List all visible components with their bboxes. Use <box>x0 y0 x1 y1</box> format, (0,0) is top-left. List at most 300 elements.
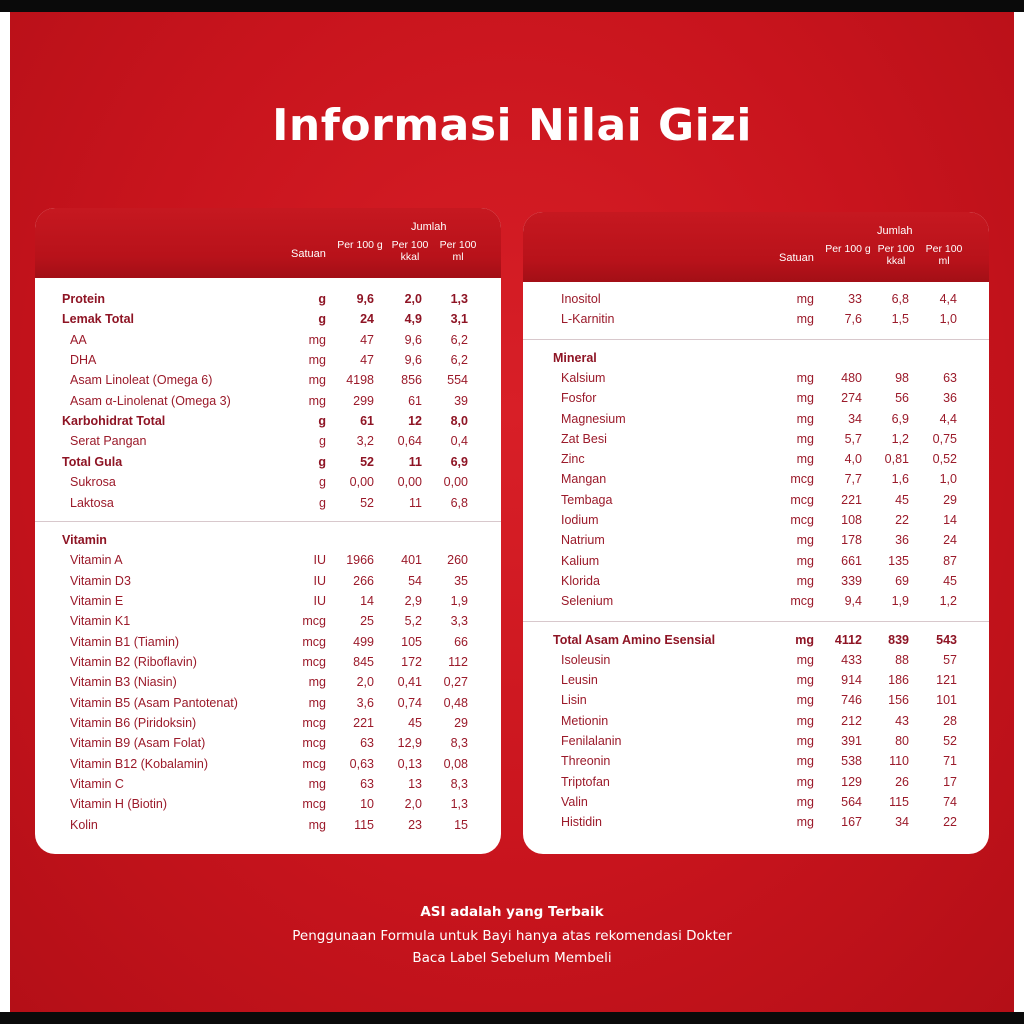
value-per-100ml: 0,75 <box>932 431 957 446</box>
value-per-100ml: 543 <box>936 632 957 647</box>
unit-cell: g <box>318 312 326 327</box>
value-per-100kkal: 0,74 <box>397 695 422 710</box>
value-per-100ml: 0,27 <box>443 675 468 690</box>
table-row <box>523 572 989 592</box>
value-per-100kkal: 0,00 <box>397 475 422 490</box>
value-per-100ml: 39 <box>454 393 468 408</box>
value-per-100g: 10 <box>360 797 374 812</box>
unit-cell: mcg <box>302 614 326 629</box>
nutrient-name: Selenium <box>561 594 614 609</box>
value-per-100g: 0,63 <box>349 756 374 771</box>
unit-cell: IU <box>313 573 326 588</box>
value-per-100g: 212 <box>841 713 862 728</box>
value-per-100ml: 71 <box>943 754 957 769</box>
unit-cell: mcg <box>302 736 326 751</box>
value-per-100ml: 8,3 <box>450 736 468 751</box>
value-per-100g: 24 <box>360 312 374 327</box>
table-row <box>523 552 989 572</box>
table-row <box>35 494 501 514</box>
value-per-100ml: 29 <box>454 716 468 730</box>
value-per-100kkal: 0,41 <box>397 675 422 690</box>
table-row <box>523 369 989 389</box>
value-per-100ml: 22 <box>943 815 957 830</box>
value-per-100ml: 8,3 <box>450 777 468 792</box>
value-per-100ml: 554 <box>447 373 468 388</box>
table-row <box>35 755 501 775</box>
table-row <box>523 773 989 793</box>
unit-cell: mg <box>308 675 326 690</box>
value-per-100g: 3,2 <box>356 434 374 449</box>
unit-cell: mg <box>795 632 814 647</box>
nutrient-name: Asam Linoleat (Omega 6) <box>70 373 213 388</box>
value-per-100kkal: 856 <box>401 373 422 388</box>
nutrient-name: Metionin <box>561 713 609 728</box>
table-row <box>523 691 989 711</box>
nutrient-name: Vitamin D3 <box>70 573 131 588</box>
table-row <box>35 714 501 734</box>
unit-cell: mg <box>796 411 814 426</box>
table-row <box>523 793 989 813</box>
unit-cell: mcg <box>790 472 814 487</box>
value-per-100ml: 14 <box>943 513 957 527</box>
value-per-100ml: 24 <box>943 533 957 548</box>
value-per-100ml: 1,0 <box>939 472 957 487</box>
table-row <box>35 653 501 673</box>
value-per-100g: 914 <box>841 673 862 688</box>
table-row <box>523 592 989 612</box>
nutrient-name: Iodium <box>561 513 599 527</box>
nutrient-name: Vitamin K1 <box>70 614 131 629</box>
value-per-100ml: 1,9 <box>450 593 468 608</box>
value-per-100ml: 0,00 <box>443 475 468 490</box>
value-per-100ml: 52 <box>943 734 957 748</box>
nutrient-name: Kalium <box>561 553 600 568</box>
value-per-100kkal: 1,2 <box>891 431 909 446</box>
unit-cell: mg <box>796 292 814 306</box>
header-jumlah: Jumlah <box>411 221 447 233</box>
value-per-100kkal: 172 <box>401 654 422 669</box>
value-per-100ml: 0,52 <box>932 452 957 467</box>
unit-cell: mg <box>308 695 326 710</box>
table-row <box>35 531 501 551</box>
value-per-100g: 1966 <box>346 553 374 568</box>
table-row <box>35 351 501 371</box>
table-row <box>523 290 989 310</box>
table-row <box>35 612 501 632</box>
value-per-100g: 480 <box>841 370 862 385</box>
table-row <box>35 673 501 693</box>
value-per-100kkal: 839 <box>888 632 909 647</box>
value-per-100ml: 1,0 <box>939 312 957 327</box>
value-per-100g: 433 <box>841 652 862 667</box>
value-per-100g: 746 <box>841 693 862 708</box>
value-per-100ml: 0,08 <box>443 756 468 771</box>
value-per-100ml: 36 <box>943 391 957 406</box>
nutrient-name: Triptofan <box>561 774 610 789</box>
nutrient-name: Lisin <box>561 693 587 708</box>
value-per-100g: 391 <box>841 734 862 748</box>
value-per-100kkal: 2,0 <box>404 292 422 306</box>
nutrition-table-right <box>523 212 989 854</box>
value-per-100ml: 1,3 <box>450 797 468 812</box>
value-per-100g: 7,7 <box>844 472 862 487</box>
unit-cell: mg <box>796 391 814 406</box>
value-per-100kkal: 0,81 <box>884 452 909 467</box>
table-row <box>523 491 989 511</box>
unit-cell: IU <box>313 593 326 608</box>
nutrient-name: Natrium <box>561 533 605 548</box>
nutrient-name: Vitamin B1 (Tiamin) <box>70 634 180 649</box>
value-per-100g: 3,6 <box>356 695 374 710</box>
value-per-100kkal: 1,9 <box>891 594 909 609</box>
unit-cell: mg <box>796 713 814 728</box>
value-per-100g: 4112 <box>834 632 862 647</box>
table-row <box>523 410 989 430</box>
value-per-100ml: 87 <box>943 553 957 568</box>
value-per-100ml: 8,0 <box>450 414 468 429</box>
value-per-100g: 14 <box>360 593 374 608</box>
value-per-100g: 47 <box>360 353 374 368</box>
value-per-100ml: 63 <box>943 370 957 385</box>
table-row <box>523 752 989 772</box>
table-row <box>35 734 501 754</box>
nutrient-name: AA <box>70 332 87 347</box>
value-per-100g: 4,0 <box>844 452 862 467</box>
value-per-100kkal: 98 <box>895 370 909 385</box>
value-per-100g: 0,00 <box>349 475 374 490</box>
unit-cell: mg <box>796 312 814 327</box>
value-per-100ml: 28 <box>943 713 957 728</box>
value-per-100kkal: 34 <box>895 815 909 830</box>
footer-line-3: Baca Label Sebelum Membeli <box>412 950 612 966</box>
nutrient-name: Lemak Total <box>62 312 135 327</box>
nutrient-name: Vitamin B9 (Asam Folat) <box>70 736 206 751</box>
value-per-100kkal: 2,9 <box>404 593 422 608</box>
value-per-100ml: 4,4 <box>939 411 957 426</box>
value-per-100g: 167 <box>841 815 862 830</box>
header-per-100ml: Per 100 ml <box>439 239 477 263</box>
unit-cell: g <box>319 475 326 490</box>
value-per-100kkal: 6,8 <box>891 292 909 306</box>
nutrient-name: Magnesium <box>561 411 626 426</box>
unit-cell: mg <box>796 452 814 467</box>
value-per-100kkal: 22 <box>895 513 909 527</box>
footer-line-1: ASI adalah yang Terbaik <box>420 904 604 920</box>
value-per-100kkal: 69 <box>895 573 909 588</box>
value-per-100ml: 101 <box>936 693 957 708</box>
nutrient-name: Total Asam Amino Esensial <box>553 632 716 647</box>
nutrient-name: Histidin <box>561 815 602 830</box>
value-per-100ml: 6,8 <box>450 495 468 510</box>
table-row <box>35 331 501 351</box>
value-per-100g: 499 <box>353 634 374 649</box>
value-per-100ml: 112 <box>448 654 468 669</box>
value-per-100g: 34 <box>848 411 862 426</box>
nutrient-name: Laktosa <box>70 495 114 510</box>
value-per-100g: 845 <box>353 654 374 669</box>
value-per-100g: 33 <box>848 292 862 306</box>
value-per-100kkal: 54 <box>408 573 422 588</box>
unit-cell: mg <box>796 573 814 588</box>
value-per-100kkal: 401 <box>401 553 422 568</box>
value-per-100ml: 45 <box>943 573 957 588</box>
value-per-100g: 129 <box>841 774 862 789</box>
unit-cell: g <box>318 454 326 469</box>
value-per-100kkal: 2,0 <box>404 797 422 812</box>
nutrient-name: Sukrosa <box>70 475 116 490</box>
table-row <box>35 412 501 432</box>
table-row <box>35 392 501 412</box>
value-per-100g: 5,7 <box>844 431 862 446</box>
nutrient-name: Inositol <box>561 292 601 306</box>
table-row <box>523 349 989 369</box>
header-per-100g: Per 100 g <box>337 239 383 251</box>
nutrient-name: Vitamin A <box>70 553 123 568</box>
value-per-100g: 266 <box>353 573 374 588</box>
value-per-100g: 63 <box>360 777 374 792</box>
table-row <box>523 310 989 330</box>
table-row <box>523 450 989 470</box>
nutrient-name: Serat Pangan <box>70 434 147 449</box>
table-row <box>35 290 501 310</box>
nutrient-name: Vitamin B2 (Riboflavin) <box>70 654 197 669</box>
section-divider <box>523 621 989 622</box>
value-per-100g: 9,6 <box>356 292 374 306</box>
header-per-100kkal: Per 100 kkal <box>391 239 429 263</box>
table-row <box>35 592 501 612</box>
section-divider <box>523 339 989 340</box>
nutrient-name: Vitamin B5 (Asam Pantotenat) <box>70 695 238 710</box>
value-per-100kkal: 12,9 <box>397 736 422 751</box>
value-per-100g: 52 <box>360 454 374 469</box>
unit-cell: mcg <box>302 797 326 812</box>
nutrient-name: L-Karnitin <box>561 312 615 327</box>
value-per-100ml: 1,3 <box>450 292 468 306</box>
nutrient-name: Kalsium <box>561 370 606 385</box>
table-row <box>35 795 501 815</box>
value-per-100kkal: 61 <box>408 393 422 408</box>
unit-cell: mg <box>796 794 814 809</box>
value-per-100g: 661 <box>841 553 862 568</box>
unit-cell: g <box>319 495 326 510</box>
nutrient-name: Mineral <box>553 350 597 365</box>
nutrient-name: Kolin <box>70 817 98 832</box>
table-row <box>523 389 989 409</box>
value-per-100ml: 15 <box>454 817 468 832</box>
table-header <box>523 212 989 282</box>
value-per-100kkal: 9,6 <box>404 353 422 368</box>
unit-cell: mg <box>796 553 814 568</box>
value-per-100kkal: 56 <box>895 391 909 406</box>
value-per-100g: 2,0 <box>356 675 374 690</box>
nutrient-name: Klorida <box>561 573 600 588</box>
value-per-100g: 221 <box>353 716 374 730</box>
value-per-100kkal: 1,6 <box>891 472 909 487</box>
nutrient-name: Threonin <box>561 754 611 769</box>
nutrient-name: Valin <box>561 794 588 809</box>
value-per-100ml: 0,4 <box>450 434 468 449</box>
nutrient-name: Mangan <box>561 472 607 487</box>
table-row <box>523 732 989 752</box>
value-per-100kkal: 45 <box>895 492 909 507</box>
table-row <box>35 694 501 714</box>
value-per-100g: 221 <box>841 492 862 507</box>
unit-cell: mg <box>308 817 326 832</box>
table-row <box>523 531 989 551</box>
unit-cell: mcg <box>790 492 814 507</box>
value-per-100kkal: 23 <box>408 817 422 832</box>
unit-cell: mcg <box>790 513 814 527</box>
unit-cell: mcg <box>302 716 326 730</box>
value-per-100ml: 0,48 <box>443 695 468 710</box>
unit-cell: mg <box>308 353 326 368</box>
value-per-100g: 61 <box>360 414 374 429</box>
value-per-100ml: 3,1 <box>450 312 468 327</box>
value-per-100kkal: 11 <box>408 454 422 469</box>
table-row <box>523 813 989 833</box>
unit-cell: mg <box>796 815 814 830</box>
nutrient-name: Vitamin H (Biotin) <box>70 797 168 812</box>
header-per-100ml: Per 100 ml <box>925 243 963 267</box>
value-per-100ml: 6,2 <box>450 332 468 347</box>
nutrition-table-left <box>35 208 501 854</box>
unit-cell: mg <box>308 393 326 408</box>
table-row <box>523 430 989 450</box>
nutrient-name: Zat Besi <box>561 431 607 446</box>
nutrient-name: Fosfor <box>561 391 597 406</box>
value-per-100g: 274 <box>841 391 862 406</box>
table-row <box>523 651 989 671</box>
value-per-100g: 47 <box>360 332 374 347</box>
unit-cell: mg <box>796 693 814 708</box>
unit-cell: g <box>318 292 326 306</box>
value-per-100kkal: 105 <box>401 634 422 649</box>
table-row <box>35 432 501 452</box>
nutrient-name: Asam α-Linolenat (Omega 3) <box>70 393 231 408</box>
value-per-100ml: 3,3 <box>450 614 468 629</box>
unit-cell: mcg <box>790 594 814 609</box>
page-title: Informasi Nilai Gizi <box>272 100 752 151</box>
unit-cell: mg <box>308 332 326 347</box>
nutrient-name: DHA <box>70 353 97 368</box>
value-per-100g: 108 <box>841 513 862 527</box>
value-per-100kkal: 0,64 <box>397 434 422 449</box>
table-header <box>35 208 501 278</box>
nutrient-name: Vitamin B12 (Kobalamin) <box>70 756 209 771</box>
header-jumlah: Jumlah <box>877 225 913 237</box>
footer-line-2: Penggunaan Formula untuk Bayi hanya atas rekomendasi Dokter <box>292 928 732 944</box>
nutrient-name: Zinc <box>561 452 585 467</box>
value-per-100kkal: 45 <box>408 716 422 730</box>
table-row <box>35 453 501 473</box>
value-per-100g: 25 <box>360 614 374 629</box>
unit-cell: mg <box>796 652 814 667</box>
unit-cell: mcg <box>302 634 326 649</box>
unit-cell: mg <box>308 777 326 792</box>
unit-cell: IU <box>313 553 326 568</box>
table-row <box>523 470 989 490</box>
table-row <box>523 511 989 531</box>
section-divider <box>35 521 501 522</box>
table-row <box>35 371 501 391</box>
unit-cell: mg <box>796 774 814 789</box>
value-per-100kkal: 13 <box>408 777 422 792</box>
table-row <box>35 816 501 836</box>
value-per-100ml: 57 <box>943 652 957 667</box>
header-per-100g: Per 100 g <box>825 243 871 255</box>
value-per-100kkal: 11 <box>409 495 422 510</box>
unit-cell: mg <box>796 370 814 385</box>
value-per-100g: 564 <box>841 794 862 809</box>
header-per-100kkal: Per 100 kkal <box>877 243 915 267</box>
value-per-100kkal: 5,2 <box>404 614 422 629</box>
nutrient-name: Protein <box>62 292 106 306</box>
value-per-100ml: 4,4 <box>939 292 957 306</box>
value-per-100kkal: 6,9 <box>891 411 909 426</box>
value-per-100ml: 260 <box>447 553 468 568</box>
table-row <box>35 633 501 653</box>
header-satuan: Satuan <box>291 248 326 260</box>
unit-cell: mg <box>308 373 326 388</box>
unit-cell: g <box>318 414 326 429</box>
table-row <box>35 572 501 592</box>
value-per-100kkal: 156 <box>888 693 909 708</box>
nutrient-name: Vitamin C <box>70 777 124 792</box>
value-per-100kkal: 80 <box>895 734 909 748</box>
value-per-100kkal: 88 <box>895 652 909 667</box>
value-per-100g: 299 <box>353 393 374 408</box>
nutrient-name: Vitamin <box>62 532 107 547</box>
value-per-100ml: 121 <box>936 673 957 688</box>
value-per-100ml: 66 <box>454 634 468 649</box>
value-per-100kkal: 135 <box>888 553 909 568</box>
nutrient-name: Vitamin B6 (Piridoksin) <box>70 716 197 730</box>
value-per-100g: 538 <box>841 754 862 769</box>
unit-cell: g <box>319 434 326 449</box>
value-per-100ml: 35 <box>454 573 468 588</box>
value-per-100ml: 17 <box>943 774 957 789</box>
value-per-100kkal: 186 <box>888 673 909 688</box>
value-per-100kkal: 110 <box>889 754 909 769</box>
nutrient-name: Isoleusin <box>561 652 611 667</box>
nutrient-name: Total Gula <box>62 454 123 469</box>
value-per-100kkal: 1,5 <box>891 312 909 327</box>
value-per-100kkal: 26 <box>895 774 909 789</box>
value-per-100g: 52 <box>360 495 374 510</box>
table-row <box>523 712 989 732</box>
table-row <box>35 310 501 330</box>
value-per-100g: 7,6 <box>844 312 862 327</box>
table-row <box>35 775 501 795</box>
nutrient-name: Vitamin B3 (Niasin) <box>70 675 177 690</box>
table-row <box>35 551 501 571</box>
value-per-100ml: 29 <box>943 492 957 507</box>
unit-cell: mcg <box>302 756 326 771</box>
value-per-100kkal: 4,9 <box>404 312 422 327</box>
nutrient-name: Tembaga <box>561 492 613 507</box>
top-border <box>0 0 1024 12</box>
bottom-border <box>0 1012 1024 1024</box>
unit-cell: mg <box>796 431 814 446</box>
table-row <box>523 671 989 691</box>
nutrient-name: Vitamin E <box>70 593 124 608</box>
value-per-100g: 4198 <box>346 373 374 388</box>
value-per-100kkal: 12 <box>408 414 422 429</box>
value-per-100kkal: 36 <box>895 533 909 548</box>
value-per-100kkal: 115 <box>889 794 909 809</box>
value-per-100g: 115 <box>354 817 374 832</box>
value-per-100g: 178 <box>841 533 862 548</box>
